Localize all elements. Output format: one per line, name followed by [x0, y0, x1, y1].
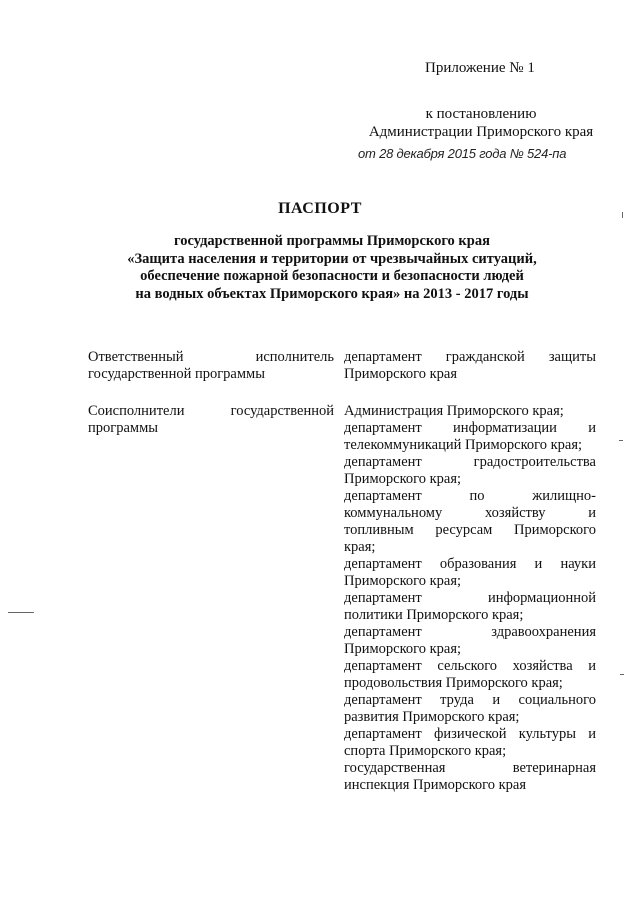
value-line: департамент гражданской защиты	[344, 349, 596, 365]
value-line: топливным ресурсам Приморского	[344, 522, 596, 538]
passport-table	[88, 349, 598, 794]
label-line: Соисполнители государственной	[88, 403, 334, 419]
appendix-number: Приложение № 1	[425, 60, 535, 76]
value-line: развития Приморского края;	[344, 709, 520, 725]
value-line: продовольствия Приморского края;	[344, 675, 563, 691]
label-line: программы	[88, 420, 158, 436]
resolution-line: к постановлению	[425, 106, 537, 122]
passport-row	[88, 403, 598, 794]
program-name-line: на водных объектах Приморского края» на 2013 - 2017 годы	[135, 285, 529, 302]
value-line: политики Приморского края;	[344, 607, 524, 623]
value-line: департамент информатизации и	[344, 420, 596, 436]
label-line: Ответственный исполнитель	[88, 349, 334, 365]
value-line: департамент по жилищно-	[344, 488, 596, 504]
resolution-reference	[352, 105, 610, 141]
margin-mark	[619, 440, 623, 441]
value-line: департамент труда и социального	[344, 692, 596, 708]
value-line: департамент информационной	[344, 590, 596, 606]
resolution-date-stamp: от 28 декабря 2015 года № 524-па	[358, 146, 567, 161]
value-line: Администрация Приморского края;	[344, 403, 564, 419]
value-line: департамент сельского хозяйства и	[344, 658, 596, 674]
margin-mark	[620, 674, 624, 675]
value-line: департамент градостроительства	[344, 454, 596, 470]
margin-mark	[622, 212, 623, 218]
value-line: Приморского края;	[344, 573, 462, 589]
resolution-line: Администрации Приморского края	[368, 124, 594, 140]
passport-row-value	[344, 403, 596, 794]
program-name	[100, 233, 564, 303]
value-line: департамент физической культуры и	[344, 726, 596, 742]
passport-row-label	[88, 349, 334, 383]
value-line: телекоммуникаций Приморского края;	[344, 437, 583, 453]
value-line: департамент образования и науки	[344, 556, 596, 572]
value-line: Приморского края;	[344, 641, 462, 657]
value-line: коммунальному хозяйству и	[344, 505, 596, 521]
passport-row-value	[344, 349, 596, 383]
program-name-line: государственной программы Приморского края	[174, 233, 490, 249]
program-name-line: «Защита населения и территории от чрезвычайных ситуаций,	[127, 250, 537, 267]
passport-row-label	[88, 403, 334, 794]
value-line: департамент здравоохранения	[344, 624, 596, 640]
value-line: края;	[344, 539, 376, 555]
label-line: государственной программы	[88, 366, 265, 382]
value-line: Приморского края;	[344, 471, 462, 487]
value-line: государственная ветеринарная	[344, 760, 596, 776]
document-title: ПАСПОРТ	[278, 200, 362, 217]
margin-mark	[8, 612, 34, 613]
value-line: инспекция Приморского края	[344, 777, 527, 793]
value-line: Приморского края	[344, 366, 458, 382]
value-line: спорта Приморского края;	[344, 743, 507, 759]
program-name-line: обеспечение пожарной безопасности и безопасности людей	[140, 268, 524, 284]
passport-row	[88, 349, 598, 383]
